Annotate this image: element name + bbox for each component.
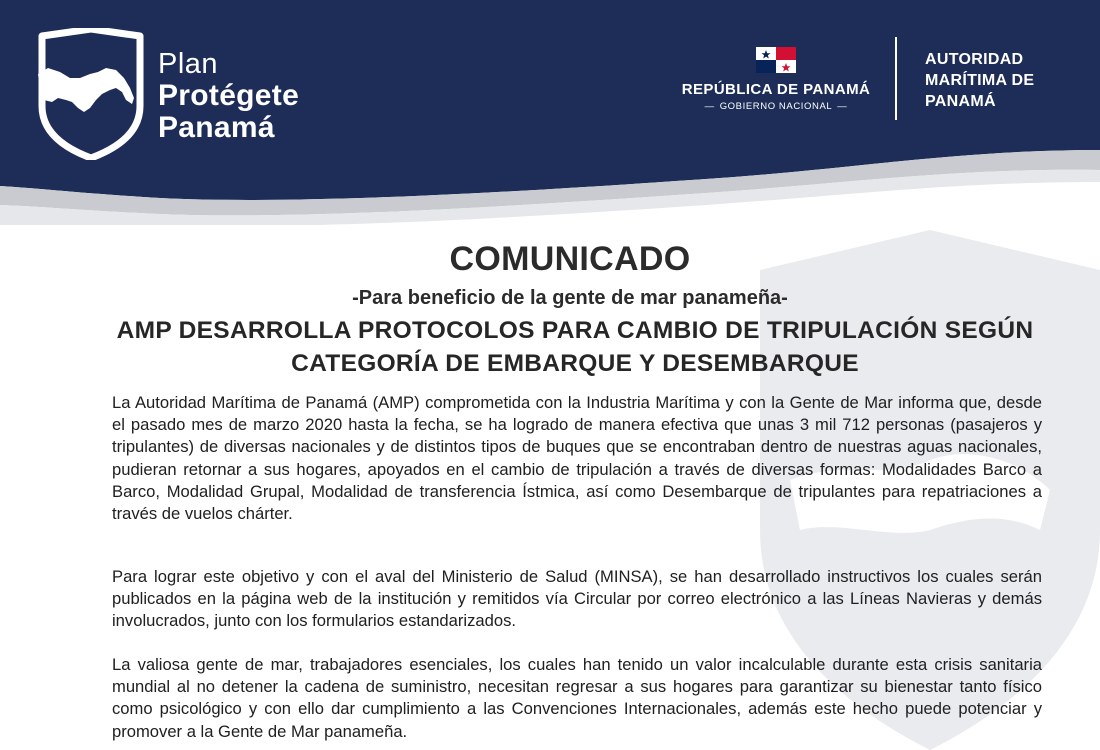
authority-line1: AUTORIDAD [925, 51, 1024, 68]
document-title: COMUNICADO [449, 240, 691, 278]
plan-logo-text [158, 50, 299, 143]
shield-logo-icon [36, 28, 146, 160]
authority-line3: PANAMÁ [925, 93, 996, 110]
plan-name-line1: Protégete [158, 79, 300, 112]
header-banner [0, 0, 1100, 225]
paragraph-3: La valiosa gente de mar, trabajadores esenciales, los cuales han tenido un valor incalculable durante esta crisis sanitaria mundial al no detener la cadena de suministro, necesitan regresar a sus hogares para garantizar su bienestar tanto físico como psicológico y con ello dar cumplimiento a las Convenciones Internacionales, además este hecho puede potenciar y promover a la Gente de Mar panameña. [112, 655, 1042, 741]
republic-title: REPÚBLICA DE PANAMÁ [681, 81, 871, 98]
authority-line2: MARÍTIMA DE [925, 72, 1035, 89]
paragraph-1: La Autoridad Marítima de Panamá (AMP) comprometida con la Industria Marítima y con la Gente de Mar informa que, desde el pasado mes de marzo 2020 hasta la fecha, se ha logrado de manera efectiva que unas 3 mil 712 personas (pasajeros y tripulantes) de diversas nacionales y de distintos tipos de buques que se encontraban dentro de nuestras aguas nacionales, pudieran retornar a sus hogares, apoyados en el cambio de tripulación a través de diversas formas: Modalidades Barco a Barco, Modalidad Grupal, Modalidad de transferencia Ístmica, así como Desembarque de tripulantes para repatriaciones a través de vuelos chárter. [112, 393, 1042, 524]
panama-flag-icon [756, 47, 796, 73]
headline-line1: AMP DESARROLLA PROTOCOLOS PARA CAMBIO DE TRIPULACIÓN SEGÚN [116, 317, 1034, 344]
header-divider [895, 37, 897, 120]
plan-word: Plan [158, 48, 219, 80]
paragraph-2: Para lograr este objetivo y con el aval del Ministerio de Salud (MINSA), se han desarrollado instructivos los cuales serán publicados en la página web de la institución y remitidos vía Circular por correo electrónico a las Líneas Navieras y demás involucrados, junto con los formularios estandarizados. [112, 567, 1042, 631]
republic-subtitle: — GOBIERNO NACIONAL — [678, 101, 874, 112]
plan-name-line2: Panamá [158, 111, 275, 144]
document-subtitle: -Para beneficio de la gente de mar panameña- [352, 287, 788, 309]
headline-line2: CATEGORÍA DE EMBARQUE Y DESEMBARQUE [291, 350, 859, 377]
